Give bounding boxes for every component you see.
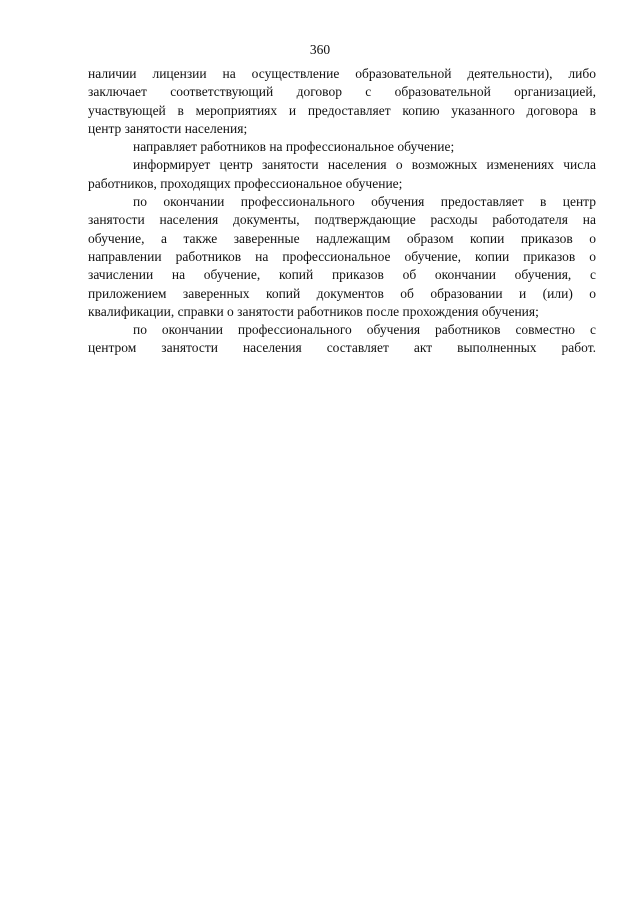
paragraph-2 — [88, 138, 596, 156]
paragraph-3 — [88, 156, 596, 193]
text-line: квалификации, справки о занятости работников после прохождения обучения; — [88, 303, 539, 319]
text-line: зачислении на обучение, копий приказов об окончании обучения, с — [88, 267, 596, 283]
text-line: направлении работников на профессиональное обучение, копии приказов о — [88, 248, 596, 264]
text-line: наличии лицензии на осуществление образовательной деятельности), либо — [88, 66, 596, 81]
text-line: обучение, а также заверенные надлежащим образом копии приказов о — [88, 230, 596, 246]
text-line: занятости населения документы, подтверждающие расходы работодателя на — [88, 212, 596, 228]
paragraph-1 — [88, 65, 596, 138]
paragraph-4 — [88, 193, 596, 321]
paragraph-5 — [88, 321, 596, 358]
text-line: направляет работников на профессиональное обучение; — [133, 139, 455, 155]
text-line: участвующей в мероприятиях и предоставляет копию указанного договора в — [88, 102, 596, 118]
page-number: 360 — [309, 42, 331, 57]
text-line: по окончании профессионального обучения предоставляет в центр — [133, 194, 596, 210]
text-line: приложением заверенных копий документов об образовании и (или) о — [88, 285, 596, 301]
text-line: информирует центр занятости населения о возможных изменениях числа — [133, 157, 596, 173]
text-line: центр занятости населения; — [88, 120, 248, 136]
text-line: работников, проходящих профессиональное обучение; — [88, 175, 403, 191]
document-body — [88, 65, 596, 358]
text-line: заключает соответствующий договор с образовательной организацией, — [88, 84, 596, 100]
text-line: центром занятости населения составляет акт выполненных работ. — [88, 340, 596, 356]
text-line: по окончании профессионального обучения работников совместно с — [133, 322, 596, 338]
